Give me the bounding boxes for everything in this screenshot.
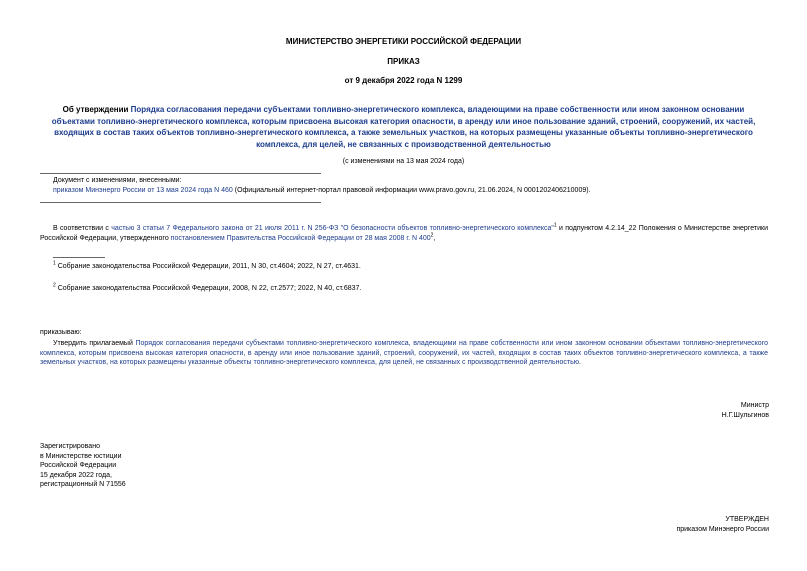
footnote-1: [53, 262, 361, 272]
footnote-mark-1: 1: [53, 260, 56, 267]
registration-block: [40, 442, 126, 490]
order-approve-text: Утвердить прилагаемый: [53, 340, 136, 347]
footnote-divider: [53, 257, 105, 258]
divider-top: [40, 173, 321, 174]
signature-name: Н.Г.Шульгинов: [721, 412, 769, 419]
order-procedure-link[interactable]: Порядок согласования передачи субъектами топливно-энергетического комплекса, владеющими на праве собственности или ином законном основании объектами топливно-энергетического комплекса, которым присвоена высокая категория опасности, в аренду или иное пользование зданий, строений, сооружений, их частей, входящих в состав таких объектов топливно-энергетического комплекса, а также земельных участков, на которых размещены указанные объекты топливно-энергетического комплекса, для целей, не связанных с производственной деятельностью: [40, 340, 768, 367]
registration-line: 15 декабря 2022 года,: [40, 471, 112, 479]
footnote-ref-1[interactable]: 1: [553, 222, 557, 229]
amendment-source: (Официальный интернет-портал правовой информации www.pravo.gov.ru, 21.06.2024, N 0001202406210009).: [232, 187, 591, 194]
amendment-order-link[interactable]: приказом Минэнерго России от 13 мая 2024 года N 460: [53, 187, 233, 194]
government-decree-link[interactable]: постановлением Правительства Российской Федерации от 28 мая 2008 г. N 400: [170, 234, 431, 242]
date-number-heading: от 9 декабря 2022 года N 1299: [344, 76, 463, 85]
revision-note: (с изменениями на 13 мая 2024 года): [342, 158, 465, 165]
approved-label: УТВЕРЖДЕН: [725, 516, 769, 523]
order-label: приказываю:: [40, 329, 82, 336]
signature-position: Министр: [740, 402, 769, 409]
registration-line: регистрационный N 71556: [40, 481, 126, 489]
order-end: .: [579, 359, 581, 367]
amendments-label: Документ с изменениями, внесенными:: [53, 177, 182, 184]
footnote-mark-2: 2: [53, 282, 56, 289]
preamble-text-3: ,: [433, 234, 436, 242]
footnote-text-2: Собрание законодательства Российской Федерации, 2008, N 22, ст.2577; 2022, N 40, ст.6837.: [55, 285, 362, 292]
preamble-text-2: и подпунктом 4.2.14_22 Положения о Министерстве энергетики Российской Федерации, утвержденного: [40, 225, 768, 242]
preamble-text-1: В соответствии с: [53, 225, 112, 232]
registration-line: в Министерстве юстиции: [40, 452, 122, 460]
registration-line: Зарегистрировано: [40, 443, 100, 450]
divider-bottom: [40, 202, 321, 203]
registration-line: Российской Федерации: [40, 462, 117, 470]
preamble-paragraph: [40, 224, 768, 243]
title-procedure-link[interactable]: Порядка согласования передачи субъектами топливно-энергетического комплекса, владеющими на праве собственности или ином законном основании объектами топливно-энергетического комплекса, которым присвоена высокая категория опасности, в аренду или иное пользование зданий, строений, сооружений, их частей, входящих в состав таких объектов топливно-энергетического комплекса, а также земельных участков, на которых размещены указанные объекты топливно-энергетического комплекса, для целей, не связанных с производственной деятельностью: [51, 105, 756, 149]
amendments-entry: [53, 186, 753, 196]
approved-by: приказом Минэнерго России: [676, 526, 769, 533]
doc-type-heading: ПРИКАЗ: [387, 57, 420, 66]
document-title: [44, 104, 763, 150]
footnote-ref-2[interactable]: 2: [430, 232, 434, 239]
ministry-heading: МИНИСТЕРСТВО ЭНЕРГЕТИКИ РОССИЙСКОЙ ФЕДЕРАЦИИ: [285, 37, 522, 46]
footnote-text-1: Собрание законодательства Российской Федерации, 2011, N 30, ст.4604; 2022, N 27, ст.4631.: [55, 263, 361, 270]
federal-law-link[interactable]: частью 3 статьи 7 Федерального закона от 21 июля 2011 г. N 256-ФЗ "О безопасности объектов топливно-энергетического комплекса": [111, 225, 554, 232]
title-prefix: Об утверждении: [62, 105, 131, 114]
order-paragraph: [40, 339, 768, 368]
footnote-2: [53, 284, 361, 294]
